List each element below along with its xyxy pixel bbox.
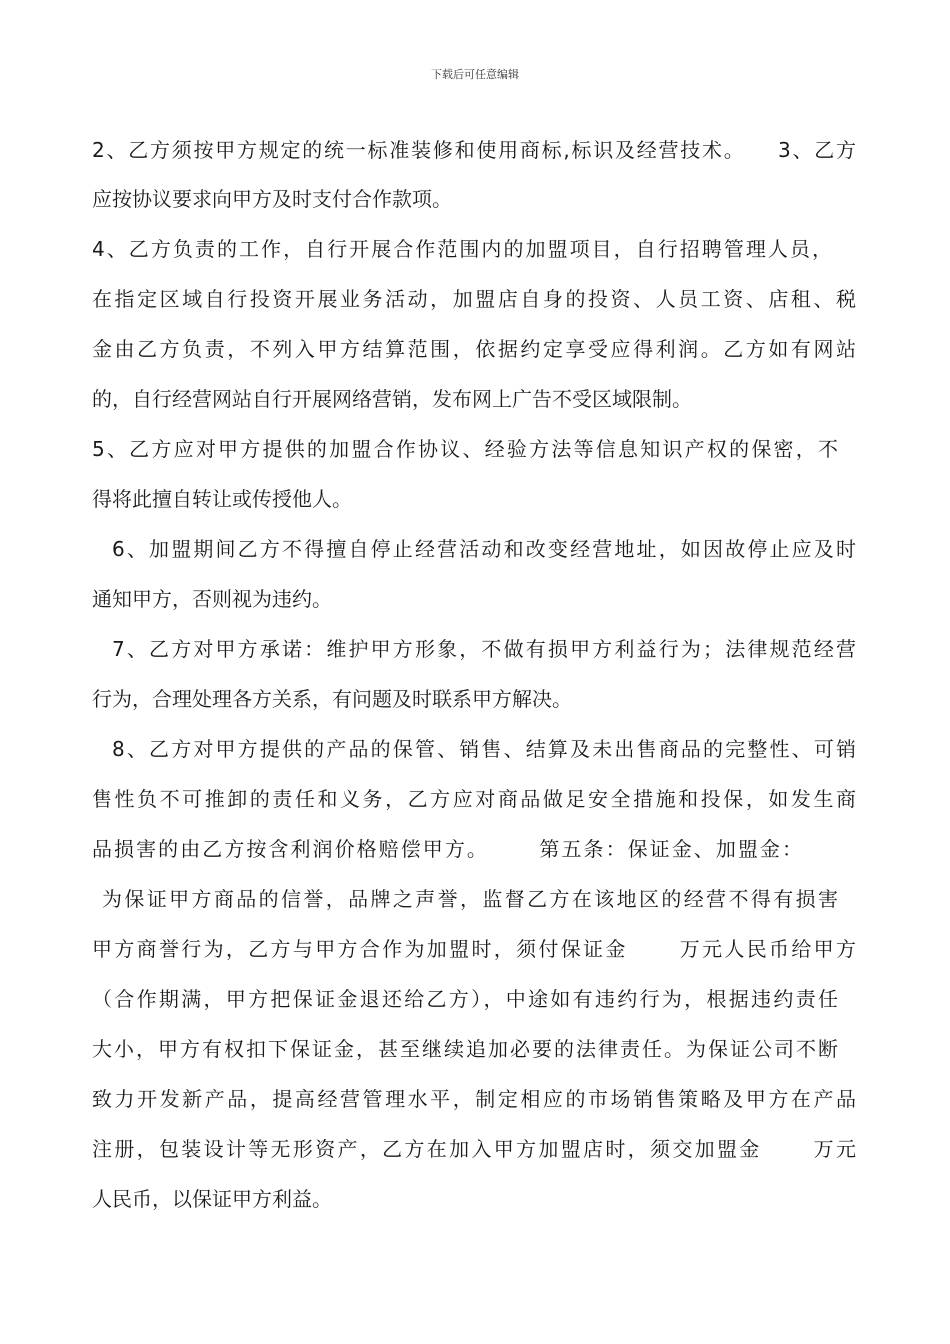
text-line: 应按协议要求向甲方及时支付合作款项。 [92, 187, 452, 211]
text-line: 8、乙方对甲方提供的产品的保管、销售、结算及未出售商品的完整性、可销 [112, 737, 856, 761]
text-line: 的，自行经营网站自行开展网络营销，发布网上广告不受区域限制。 [92, 387, 692, 411]
text-line: 品损害的由乙方按含利润价格赔偿甲方。 第五条：保证金、加盟金： [92, 837, 802, 861]
text-line: 人民币，以保证甲方利益。 [92, 1187, 332, 1211]
text-line: 大小，甲方有权扣下保证金，甚至继续追加必要的法律责任。为保证公司不断 [92, 1037, 838, 1061]
text-line: 5、乙方应对甲方提供的加盟合作协议、经验方法等信息知识产权的保密，不 [92, 437, 838, 461]
text-line: 7、乙方对甲方承诺：维护甲方形象，不做有损甲方利益行为；法律规范经营 [112, 637, 856, 661]
text-line: （合作期满，甲方把保证金退还给乙方），中途如有违约行为，根据违约责任 [92, 987, 838, 1011]
text-line: 行为，合理处理各方关系，有问题及时联系甲方解决。 [92, 687, 572, 711]
text-line: 售性负不可推卸的责任和义务，乙方应对商品做足安全措施和投保，如发生商 [92, 787, 856, 811]
text-line: 为保证甲方商品的信誉，品牌之声誉，监督乙方在该地区的经营不得有损害 [102, 887, 838, 911]
text-line: 得将此擅自转让或传授他人。 [92, 487, 352, 511]
text-line: 4、乙方负责的工作，自行开展合作范围内的加盟项目，自行招聘管理人员， [92, 237, 832, 261]
text-line: 通知甲方，否则视为违约。 [92, 587, 332, 611]
text-line: 2、乙方须按甲方规定的统一标准装修和使用商标,标识及经营技术。 3、乙方 [92, 138, 856, 162]
text-line: 致力开发新产品，提高经营管理水平，制定相应的市场销售策略及甲方在产品 [92, 1087, 856, 1111]
text-line: 注册，包装设计等无形资产，乙方在加入甲方加盟店时，须交加盟金 万元 [92, 1137, 856, 1161]
text-line: 金由乙方负责，不列入甲方结算范围，依据约定享受应得利润。乙方如有网站 [92, 337, 856, 361]
page-header: 下载后可任意编辑 [431, 68, 519, 81]
text-line: 6、加盟期间乙方不得擅自停止经营活动和改变经营地址，如因故停止应及时 [112, 537, 856, 561]
text-line: 在指定区域自行投资开展业务活动，加盟店自身的投资、人员工资、店租、税 [92, 287, 856, 311]
text-line: 甲方商誉行为，乙方与甲方合作为加盟时，须付保证金 万元人民币给甲方 [92, 937, 856, 961]
